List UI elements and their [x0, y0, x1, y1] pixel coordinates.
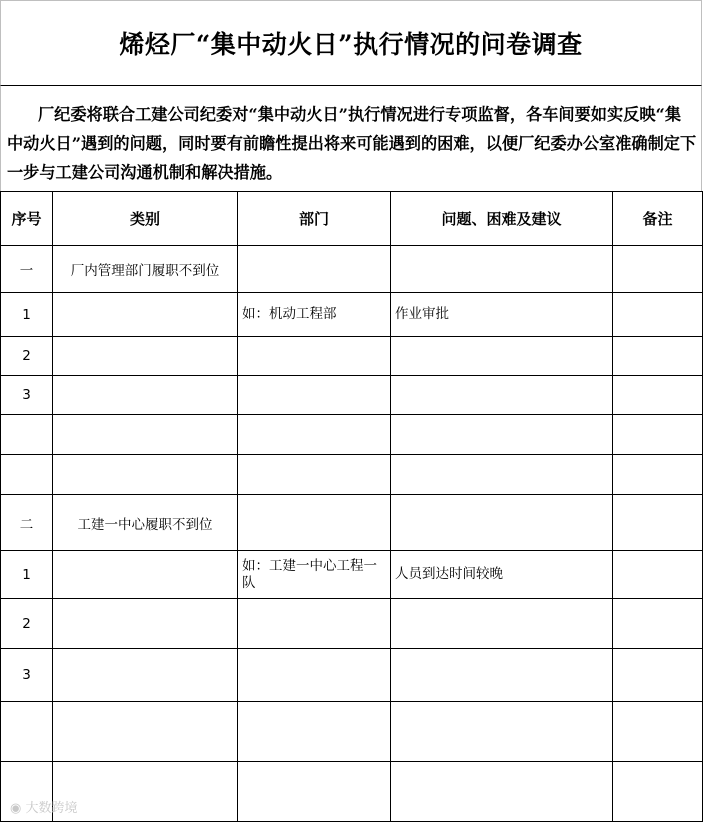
header-no: 序号	[1, 192, 53, 246]
cell-category[interactable]	[53, 762, 238, 822]
table-row	[1, 455, 703, 495]
cell-remark[interactable]	[613, 649, 703, 702]
cell-no[interactable]: 一	[1, 246, 53, 293]
cell-issue[interactable]: 作业审批	[391, 293, 613, 337]
cell-issue[interactable]	[391, 649, 613, 702]
table-row	[1, 762, 703, 822]
cell-no[interactable]: 1	[1, 293, 53, 337]
cell-remark[interactable]	[613, 551, 703, 599]
cell-dept[interactable]	[238, 599, 391, 649]
cell-category[interactable]	[53, 293, 238, 337]
cell-issue[interactable]	[391, 495, 613, 551]
page-title: 烯烃厂“集中动火日”执行情况的问卷调查	[119, 30, 583, 59]
cell-issue[interactable]	[391, 455, 613, 495]
cell-dept[interactable]	[238, 455, 391, 495]
cell-remark[interactable]	[613, 455, 703, 495]
cell-dept[interactable]: 如：机动工程部	[238, 293, 391, 337]
cell-remark[interactable]	[613, 337, 703, 376]
cell-category[interactable]	[53, 702, 238, 762]
title-row	[0, 0, 702, 86]
cell-dept[interactable]: 如：工建一中心工程一队	[238, 551, 391, 599]
cell-no[interactable]: 1	[1, 551, 53, 599]
cell-dept[interactable]	[238, 762, 391, 822]
survey-table	[0, 191, 703, 822]
cell-category[interactable]	[53, 337, 238, 376]
table-row	[1, 415, 703, 455]
cell-no[interactable]	[1, 702, 53, 762]
watermark	[10, 797, 78, 816]
cell-issue[interactable]	[391, 762, 613, 822]
intro-paragraph: 厂纪委将联合工建公司纪委对“集中动火日”执行情况进行专项监督，各车间要如实反映“集中动火日”遇到的问题，同时要有前瞻性提出将来可能遇到的困难，以便厂纪委办公室准确制定下一步与工建公司沟通机制和解决措施。	[0, 86, 702, 192]
cell-issue[interactable]: 人员到达时间较晚	[391, 551, 613, 599]
header-issue: 问题、困难及建议	[391, 192, 613, 246]
table-row	[1, 293, 703, 337]
header-category: 类别	[53, 192, 238, 246]
cell-category[interactable]	[53, 599, 238, 649]
cell-remark[interactable]	[613, 495, 703, 551]
cell-category[interactable]	[53, 415, 238, 455]
cell-issue[interactable]	[391, 415, 613, 455]
cell-category[interactable]: 厂内管理部门履职不到位	[53, 246, 238, 293]
cell-issue[interactable]	[391, 376, 613, 415]
cell-dept[interactable]	[238, 246, 391, 293]
cell-issue[interactable]	[391, 246, 613, 293]
table-row	[1, 376, 703, 415]
table-header-row	[1, 192, 703, 246]
table-row	[1, 337, 703, 376]
cell-no[interactable]	[1, 455, 53, 495]
cell-issue[interactable]	[391, 337, 613, 376]
cell-remark[interactable]	[613, 293, 703, 337]
cell-category[interactable]	[53, 551, 238, 599]
cell-remark[interactable]	[613, 376, 703, 415]
watermark-text: 大数跨境	[25, 801, 78, 816]
cell-no[interactable]: 二	[1, 495, 53, 551]
cell-dept[interactable]	[238, 415, 391, 455]
cell-dept[interactable]	[238, 376, 391, 415]
cell-dept[interactable]	[238, 337, 391, 376]
header-remark: 备注	[613, 192, 703, 246]
cell-issue[interactable]	[391, 702, 613, 762]
cell-category[interactable]	[53, 376, 238, 415]
cell-no[interactable]	[1, 415, 53, 455]
cell-issue[interactable]	[391, 599, 613, 649]
cell-dept[interactable]	[238, 495, 391, 551]
header-dept: 部门	[238, 192, 391, 246]
cell-category[interactable]	[53, 649, 238, 702]
table-row	[1, 649, 703, 702]
cell-no[interactable]: 2	[1, 337, 53, 376]
table-row	[1, 495, 703, 551]
watermark-logo-icon: ◉	[10, 801, 22, 816]
table-row	[1, 599, 703, 649]
cell-remark[interactable]	[613, 415, 703, 455]
cell-remark[interactable]	[613, 762, 703, 822]
cell-dept[interactable]	[238, 649, 391, 702]
cell-no[interactable]: 2	[1, 599, 53, 649]
cell-remark[interactable]	[613, 246, 703, 293]
cell-no[interactable]: 3	[1, 649, 53, 702]
cell-no[interactable]: 3	[1, 376, 53, 415]
cell-category[interactable]: 工建一中心履职不到位	[53, 495, 238, 551]
table-row	[1, 551, 703, 599]
cell-remark[interactable]	[613, 599, 703, 649]
cell-dept[interactable]	[238, 702, 391, 762]
table-row	[1, 702, 703, 762]
cell-category[interactable]	[53, 455, 238, 495]
cell-remark[interactable]	[613, 702, 703, 762]
table-row	[1, 246, 703, 293]
